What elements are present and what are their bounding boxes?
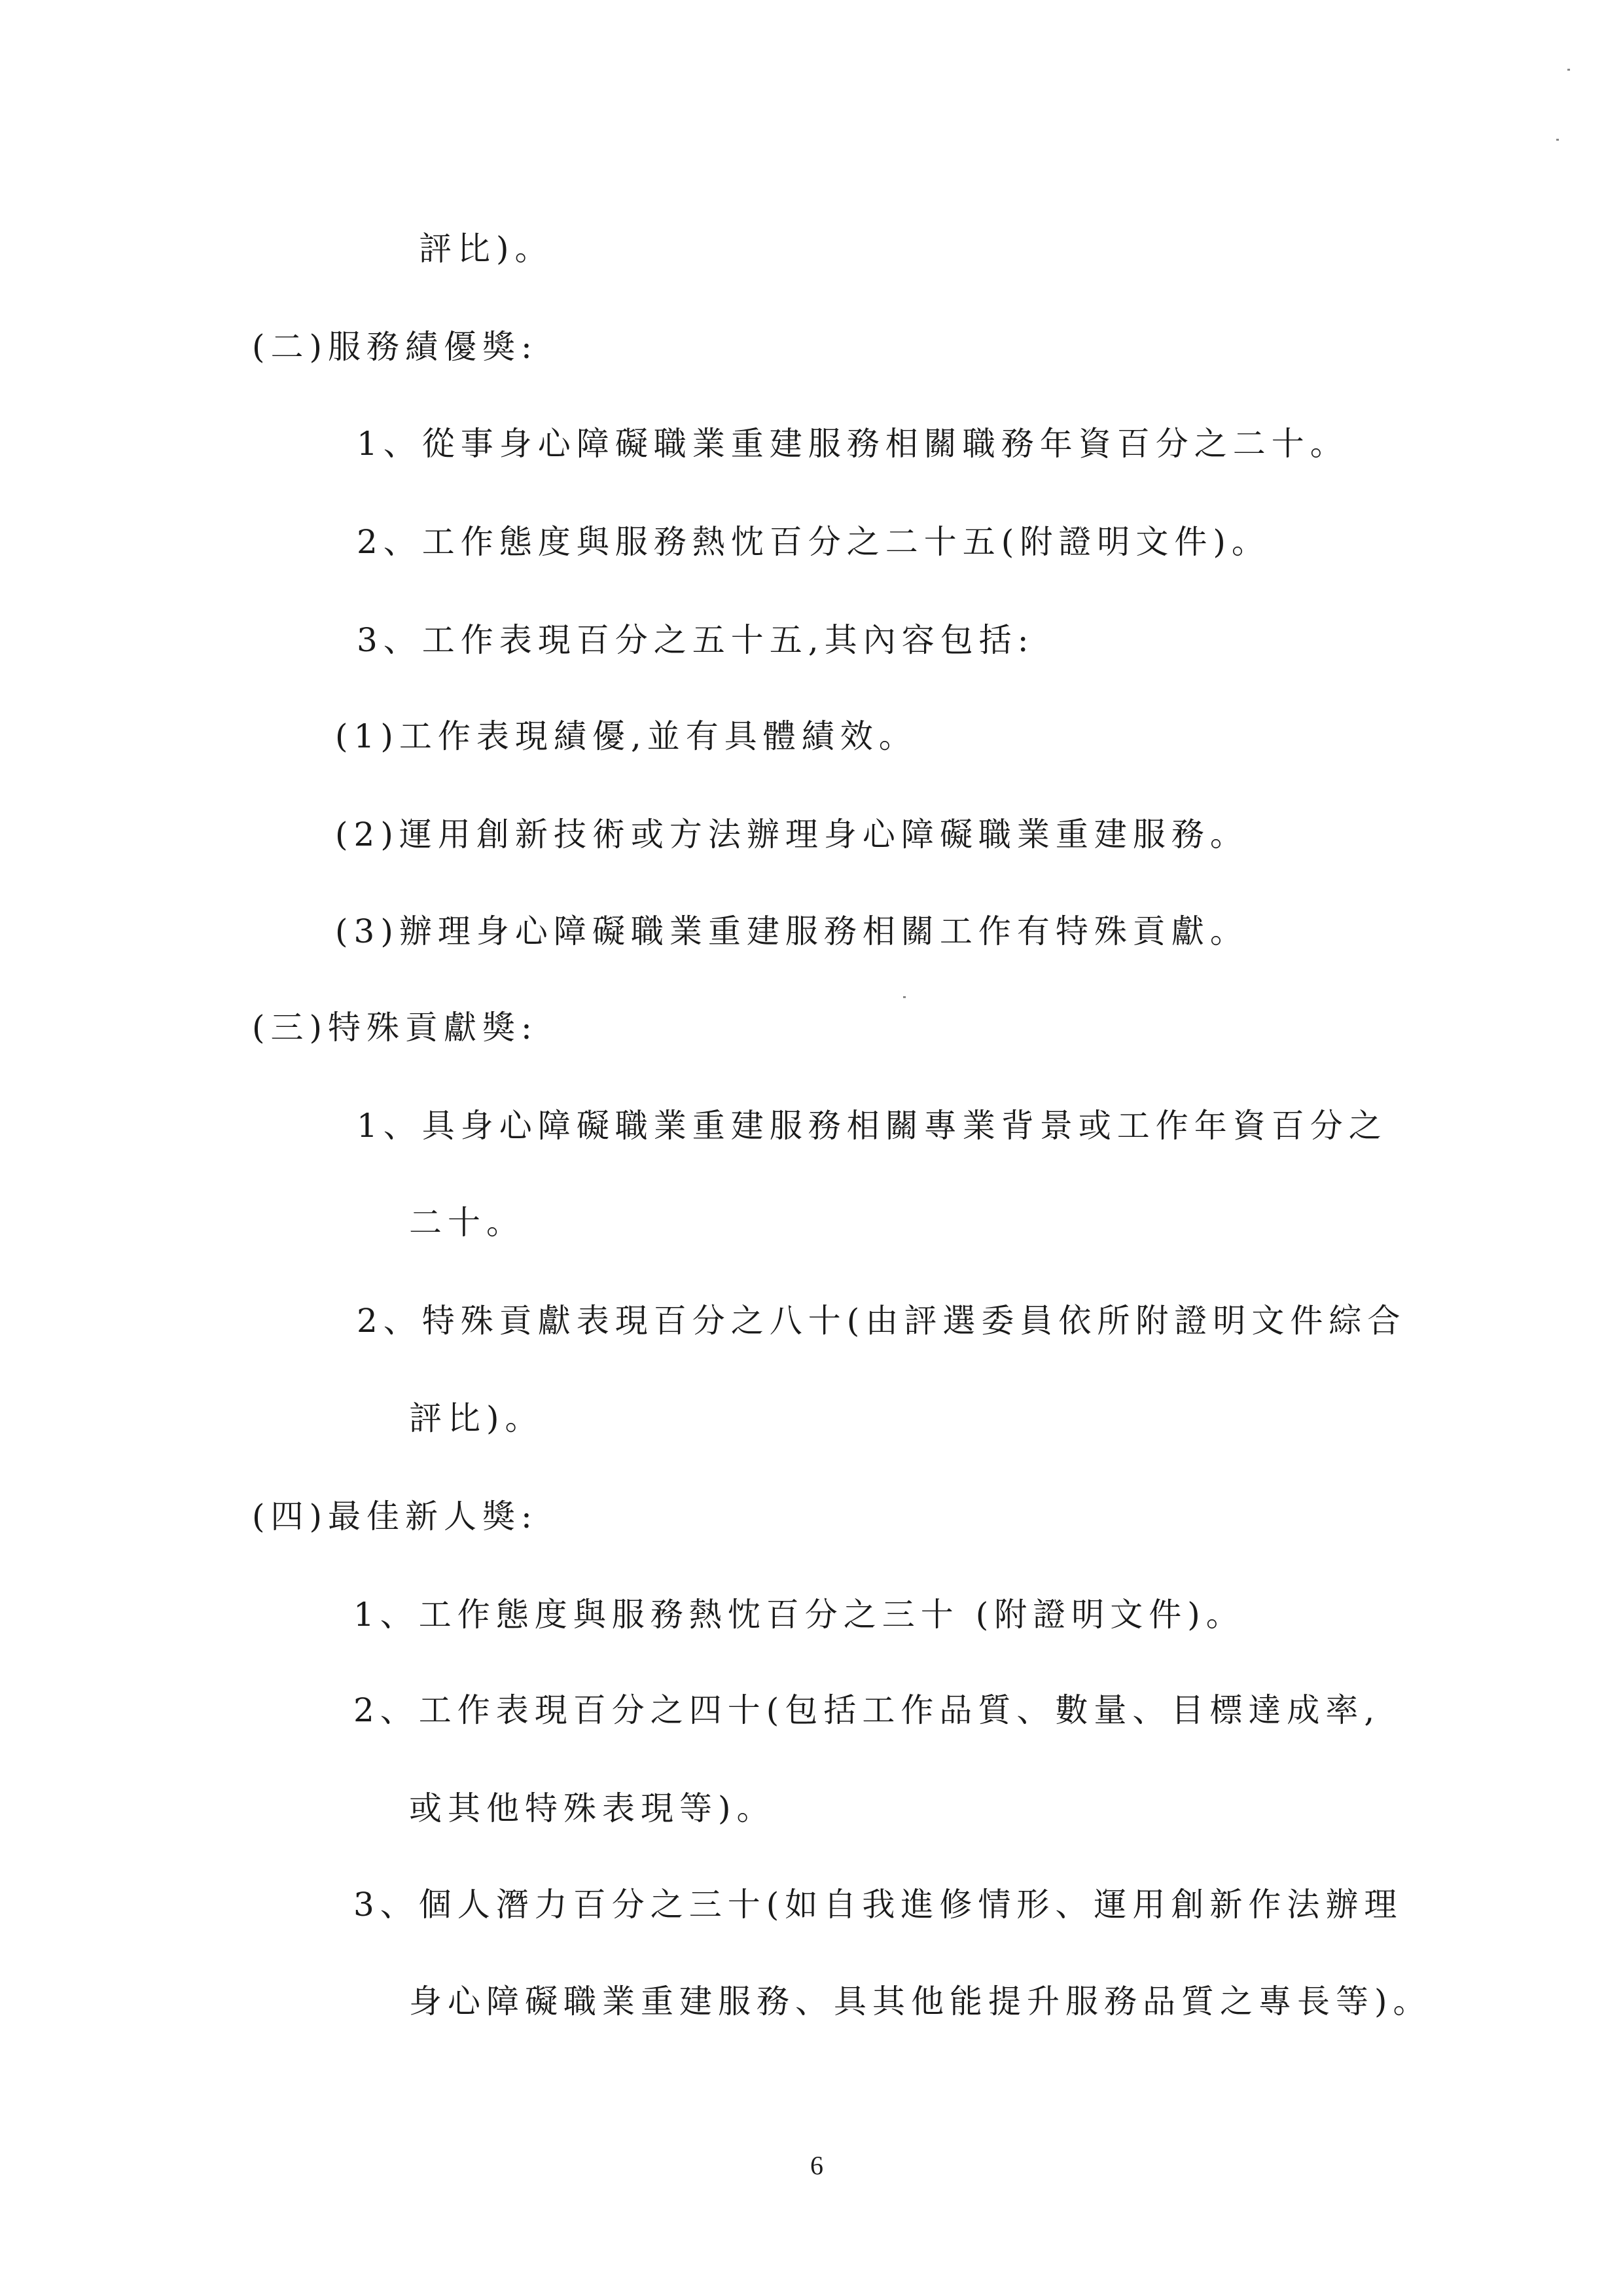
sub-list-item: (3)辦理身心障礙職業重建服務相關工作有特殊貢獻。 xyxy=(335,912,1249,950)
list-item: 3、工作表現百分之五十五,其內容包括: xyxy=(357,621,1035,659)
section-heading-special-contribution: (三)特殊貢獻獎: xyxy=(252,1009,538,1047)
list-item-continuation: 評比)。 xyxy=(409,1399,544,1437)
list-item: 1、從事身心障礙職業重建服務相關職務年資百分之二十。 xyxy=(357,425,1349,463)
list-item: 1、具身心障礙職業重建服務相關專業背景或工作年資百分之 xyxy=(357,1107,1387,1145)
list-item: 1、工作態度與服務熱忱百分之三十 (附證明文件)。 xyxy=(353,1596,1245,1634)
list-item: 2、工作態度與服務熱忱百分之二十五(附證明文件)。 xyxy=(357,523,1270,561)
section-heading-best-newcomer: (四)最佳新人獎: xyxy=(252,1498,538,1535)
list-item: 3、個人潛力百分之三十(如自我進修情形、運用創新作法辦理 xyxy=(353,1886,1403,1924)
scan-speck xyxy=(1567,69,1570,71)
list-item-continuation: 二十。 xyxy=(409,1204,525,1242)
list-item: 2、特殊貢獻表現百分之八十(由評選委員依所附證明文件綜合 xyxy=(357,1302,1406,1340)
sub-list-item: (1)工作表現績優,並有具體績效。 xyxy=(335,717,918,755)
sub-list-item: (2)運用創新技術或方法辦理身心障礙職業重建服務。 xyxy=(335,816,1249,853)
section-heading-service-excellence: (二)服務績優獎: xyxy=(252,328,538,366)
scan-speck xyxy=(1556,139,1559,141)
page-number: 6 xyxy=(810,2151,823,2180)
list-item: 2、工作表現百分之四十(包括工作品質、數量、目標達成率, xyxy=(353,1691,1381,1729)
scan-speck xyxy=(903,996,906,998)
text-line-continuation: 評比)。 xyxy=(419,230,554,268)
list-item-continuation: 或其他特殊表現等)。 xyxy=(409,1789,776,1827)
list-item-continuation: 身心障礙職業重建服務、具其他能提升服務品質之專長等)。 xyxy=(409,1982,1432,2020)
